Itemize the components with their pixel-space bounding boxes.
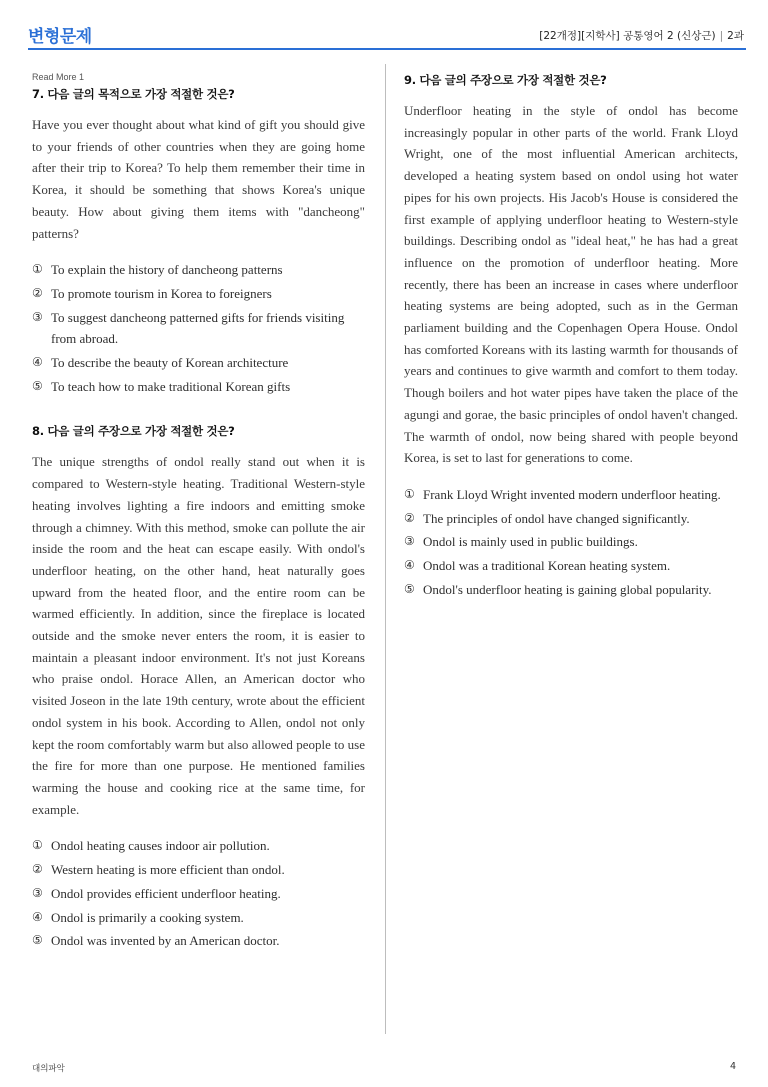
choice-2 bbox=[32, 859, 365, 881]
choice-number: ① bbox=[404, 486, 415, 501]
choice-number: ② bbox=[32, 285, 43, 300]
question-7-passage: Have you ever thought about what kind of gift you should give to your friends of other countries when they are going home after their trip to Korea? To help them remember their time in Korea, it should be something that shows Korea's unique beauty. How about giving them items with "dancheong" patterns? bbox=[32, 117, 365, 241]
choice-number: ③ bbox=[32, 885, 43, 900]
choice-text: To promote tourism in Korea to foreigners bbox=[51, 285, 272, 301]
lesson-label: 2과 bbox=[727, 30, 744, 42]
choice-text: Ondol is primarily a cooking system. bbox=[51, 909, 244, 925]
choice-2 bbox=[32, 283, 365, 305]
book-info: [22개정][지학사] 공통영어 2 (신상근) bbox=[539, 30, 716, 42]
question-9 bbox=[404, 72, 738, 600]
choice-4 bbox=[32, 907, 365, 929]
choice-number: ④ bbox=[32, 909, 43, 924]
choice-number: ⑤ bbox=[32, 933, 43, 948]
choice-text: To describe the beauty of Korean architecture bbox=[51, 355, 289, 371]
choice-4 bbox=[32, 352, 365, 374]
choice-text: To explain the history of dancheong patterns bbox=[51, 262, 283, 278]
footer-publisher: 대의파악 bbox=[32, 1064, 65, 1074]
choice-text: Ondol was invented by an American doctor. bbox=[51, 933, 280, 949]
choice-5 bbox=[32, 376, 365, 398]
column-divider bbox=[385, 64, 386, 1034]
choice-1 bbox=[404, 484, 738, 506]
header-info bbox=[539, 28, 744, 43]
question-9-passage: Underfloor heating in the style of ondol has become increasingly popular in other parts of the world. Frank Lloyd Wright, one of the most influential American architects, developed a heating system based on ondol using hot water pipes for his own projects. His Jacob's House is considered the first example of applying underfloor heating to Western-style buildings. Describing ondol as "ideal heat," he has had a great influence on the promotion of underfloor heating. More recently, there has been an increase in cases where underfloor heating systems are being adopted, such as in the German parliament building and the Copenhagen Opera House. Ondol has comforted Koreans with its lasting warmth for thousands of years and continues to give warmth and comfort to them today. Though boilers and hot water pipes have taken the place of the agungi and gorae, the basic principles of ondol haven't changed. The warmth of ondol, now being shared with people beyond Korea, is set to last for generations to come. bbox=[404, 103, 738, 466]
choice-number: ② bbox=[404, 510, 415, 525]
choice-text: The principles of ondol have changed significantly. bbox=[423, 510, 690, 526]
choice-3 bbox=[404, 531, 738, 553]
choice-text: Ondol is mainly used in public buildings. bbox=[423, 534, 638, 550]
choice-1 bbox=[32, 259, 365, 281]
left-column bbox=[32, 72, 365, 954]
choice-number: ③ bbox=[32, 309, 43, 324]
question-8-choices bbox=[32, 835, 365, 952]
page-header bbox=[28, 18, 746, 50]
choice-2 bbox=[404, 508, 738, 530]
choice-number: ① bbox=[32, 838, 43, 853]
choice-3 bbox=[32, 307, 365, 350]
choice-number: ① bbox=[32, 262, 43, 277]
right-column bbox=[404, 72, 738, 602]
choice-text: To teach how to make traditional Korean gifts bbox=[51, 378, 291, 394]
choice-5 bbox=[404, 579, 738, 601]
choice-text: Ondol heating causes indoor air pollution. bbox=[51, 838, 270, 854]
choice-text: Western heating is more efficient than ondol. bbox=[51, 862, 285, 878]
page-number: 4 bbox=[729, 1061, 736, 1072]
choice-number: ④ bbox=[32, 355, 43, 370]
read-more-label: Read More 1 bbox=[32, 72, 85, 82]
choice-text: Ondol was a traditional Korean heating system. bbox=[423, 558, 671, 574]
choice-4 bbox=[404, 555, 738, 577]
choice-text: To suggest dancheong patterned gifts for friends visiting from abroad. bbox=[51, 309, 345, 347]
question-9-title: 9. 다음 글의 주장으로 가장 적절한 것은? bbox=[404, 73, 607, 87]
header-title: 변형문제 bbox=[28, 27, 92, 47]
choice-text: Frank Lloyd Wright invented modern underfloor heating. bbox=[423, 486, 721, 502]
choice-text: Ondol's underfloor heating is gaining global popularity. bbox=[423, 581, 712, 597]
choice-5 bbox=[32, 930, 365, 952]
choice-text: Ondol provides efficient underfloor heating. bbox=[51, 885, 281, 901]
choice-number: ⑤ bbox=[32, 378, 43, 393]
header-separator: | bbox=[719, 30, 724, 42]
question-7-title: 7. 다음 글의 목적으로 가장 적절한 것은? bbox=[32, 87, 235, 101]
question-8-title: 8. 다음 글의 주장으로 가장 적절한 것은? bbox=[32, 424, 235, 439]
choice-number: ⑤ bbox=[404, 581, 415, 596]
question-7-choices bbox=[32, 259, 365, 397]
question-8 bbox=[32, 423, 365, 951]
question-9-choices bbox=[404, 484, 738, 601]
choice-number: ② bbox=[32, 862, 43, 877]
choice-number: ④ bbox=[404, 558, 415, 573]
choice-1 bbox=[32, 835, 365, 857]
choice-number: ③ bbox=[404, 534, 415, 549]
question-7 bbox=[32, 72, 365, 397]
choice-3 bbox=[32, 883, 365, 905]
question-8-passage: The unique strengths of ondol really stand out when it is compared to Western-style heating. Traditional Western-style heating involves lighting a fire indoors and emitting smoke through a chimney. With this method, smoke can pollute the air inside the room and the heat can escape easily. With ondol's underfloor heating, on the other hand, heat naturally goes upward from the heated floor, and the entire room can be warmed efficiently. In addition, since the fireplace is located outside and the smoke never enters the room, it is easier to maintain a pleasant indoor environment. It's not just Koreans who praise ondol. Horace Allen, an American doctor who visited Joseon in the late 19th century, wrote about the efficient ondol system in his book. According to Allen, ondol not only kept the room comfortably warm but also allowed people to use the fire for more than one purpose. He mentioned families warming the house and cooking rice at the same time, for example. bbox=[32, 454, 365, 817]
